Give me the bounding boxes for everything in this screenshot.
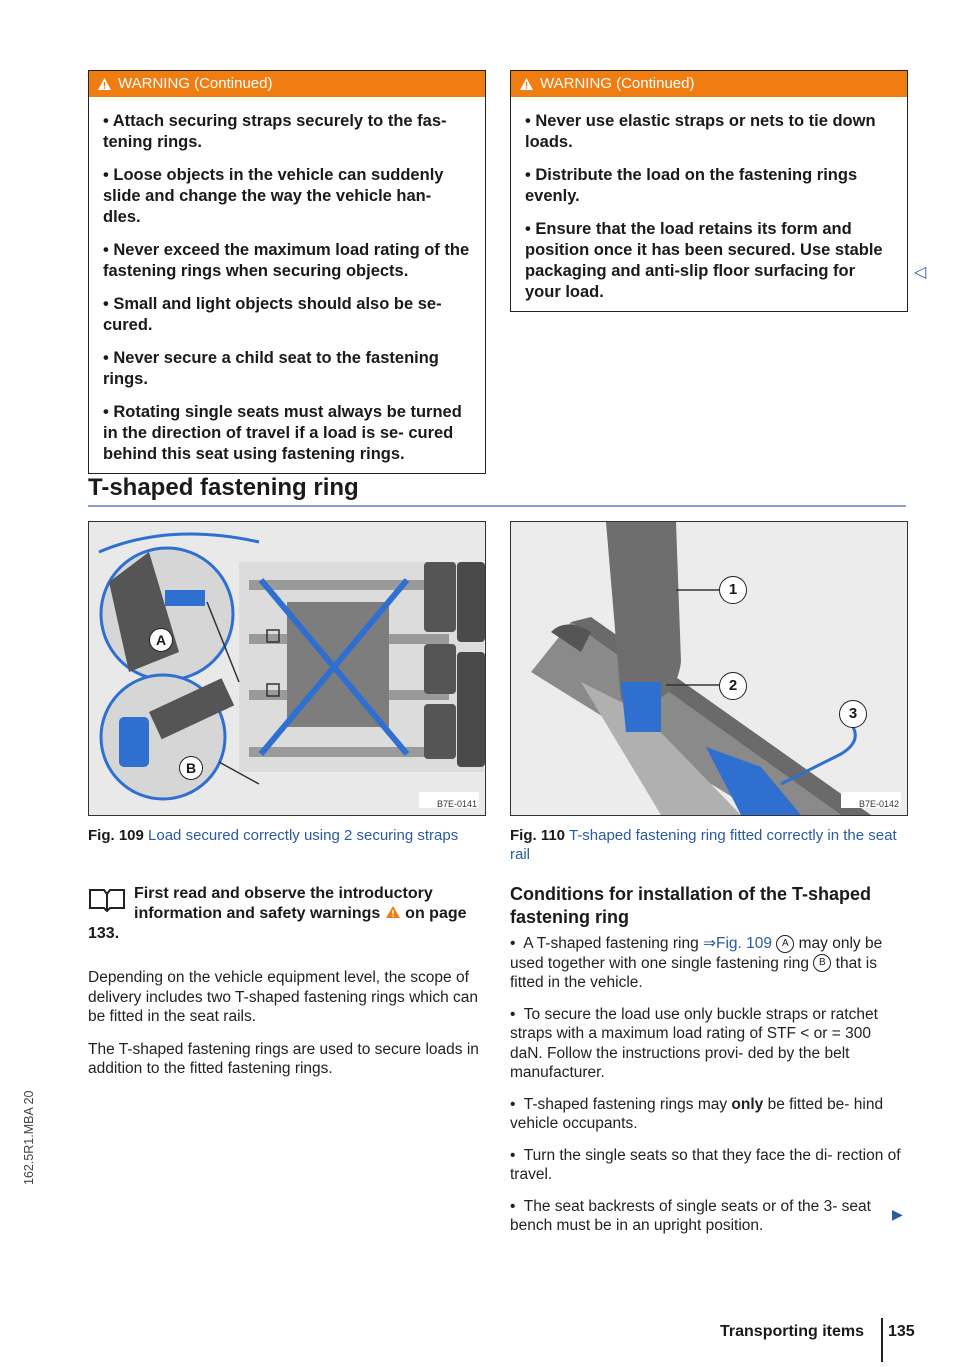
callout-a: A [149,628,173,652]
warning-item: • Distribute the load on the fastening rings evenly. [525,166,858,205]
section-divider [88,505,906,507]
caption-text: T-shaped fastening ring fitted correctly in the seat rail [510,827,897,863]
warning-triangle-icon [385,905,401,919]
list-item: • The seat backrests of single seats or of the 3- seat bench must be in an upright position. [510,1197,871,1234]
caption-text: Load secured correctly using 2 securing straps [148,827,459,844]
figure-110-illustration [511,522,907,815]
warning-item: • Never use elastic straps or nets to tie down loads. [525,112,876,151]
section-title: T-shaped fastening ring [88,474,359,501]
warning-item: • Ensure that the load retains its form and position once it has been secured. Use stable packaging and anti-slip floor surfacing for your load. [525,220,883,301]
list-item: • A T-shaped fastening ring ⇒Fig. 109 A may only be used together with one single fastening ring B that is fitted in the vehicle. [510,935,883,991]
list-item: • Turn the single seats so that they face the di- rection of travel. [510,1146,901,1183]
footer-section-name: Transporting items [720,1323,865,1340]
figure-link[interactable]: ⇒Fig. 109 [703,935,773,952]
callout-b-ref: B [813,954,831,972]
warning-header [89,71,485,97]
body-paragraph: Depending on the vehicle equipment level, the scope of delivery includes two T-shaped fastening rings which can be fitted in the seat rails. [88,969,479,1025]
warning-item: • Never secure a child seat to the fastening rings. [103,349,439,388]
end-of-section-mark: ◁ [914,264,927,281]
warning-box-left [88,70,486,474]
callout-2: 2 [719,672,747,700]
page-number: 135 [888,1323,915,1340]
body-paragraph: The T-shaped fastening rings are used to secure loads in addition to the fitted fastening rings. [88,1040,479,1077]
warning-item: • Attach securing straps securely to the fas- tening rings. [103,112,447,151]
warning-title: WARNING (Continued) [118,75,273,92]
conditions-heading: Conditions for installation of the T-shaped fastening ring [510,884,871,927]
figure-109 [88,521,486,816]
warning-item: • Loose objects in the vehicle can suddenly slide and change the way the vehicle han- dles. [103,166,444,226]
callout-3: 3 [839,700,867,728]
warning-title: WARNING (Continued) [540,75,695,92]
intro-lead: First read and observe the introductory information and safety warnings [134,885,433,922]
figure-110 [510,521,908,816]
figure-code: B7E-0142 [858,799,899,809]
figure-109-illustration [89,522,485,815]
list-item: • T-shaped fastening rings may only be fitted be- hind vehicle occupants. [510,1095,884,1132]
book-icon [88,886,126,912]
footer-divider [881,1318,883,1362]
warning-item: • Small and light objects should also be se- cured. [103,295,442,334]
warning-header [511,71,907,97]
callout-a-ref: A [776,935,794,953]
continue-arrow-icon: ▶ [892,1206,903,1222]
warning-box-right [510,70,908,312]
figure-110-caption [510,826,908,864]
figure-109-caption [88,826,486,845]
warning-item: • Rotating single seats must always be turned in the direction of travel if a load is se- cured behind this seat using fastening rings. [103,403,462,463]
list-item: • To secure the load use only buckle straps or ratchet straps with a maximum load rating of STF < or = 300 daN. Follow the instructions provi- ded by the belt manufacturer. [510,1005,878,1081]
callout-1: 1 [719,576,747,604]
intro-page-ref: on page 133. [88,905,467,942]
body-text [88,968,480,1092]
figure-code: B7E-0141 [436,799,477,809]
callout-b: B [179,756,203,780]
warning-triangle-icon [519,77,534,91]
figure-number: Fig. 110 [510,827,566,844]
warning-triangle-icon [97,77,112,91]
conditions-list [510,934,904,1248]
warning-item: • Never exceed the maximum load rating of the fastening rings when securing objects. [103,241,470,280]
side-document-code: 162.5R1.MBA 20 [22,1090,36,1185]
intro-note [88,884,486,944]
figure-number: Fig. 109 [88,827,144,844]
